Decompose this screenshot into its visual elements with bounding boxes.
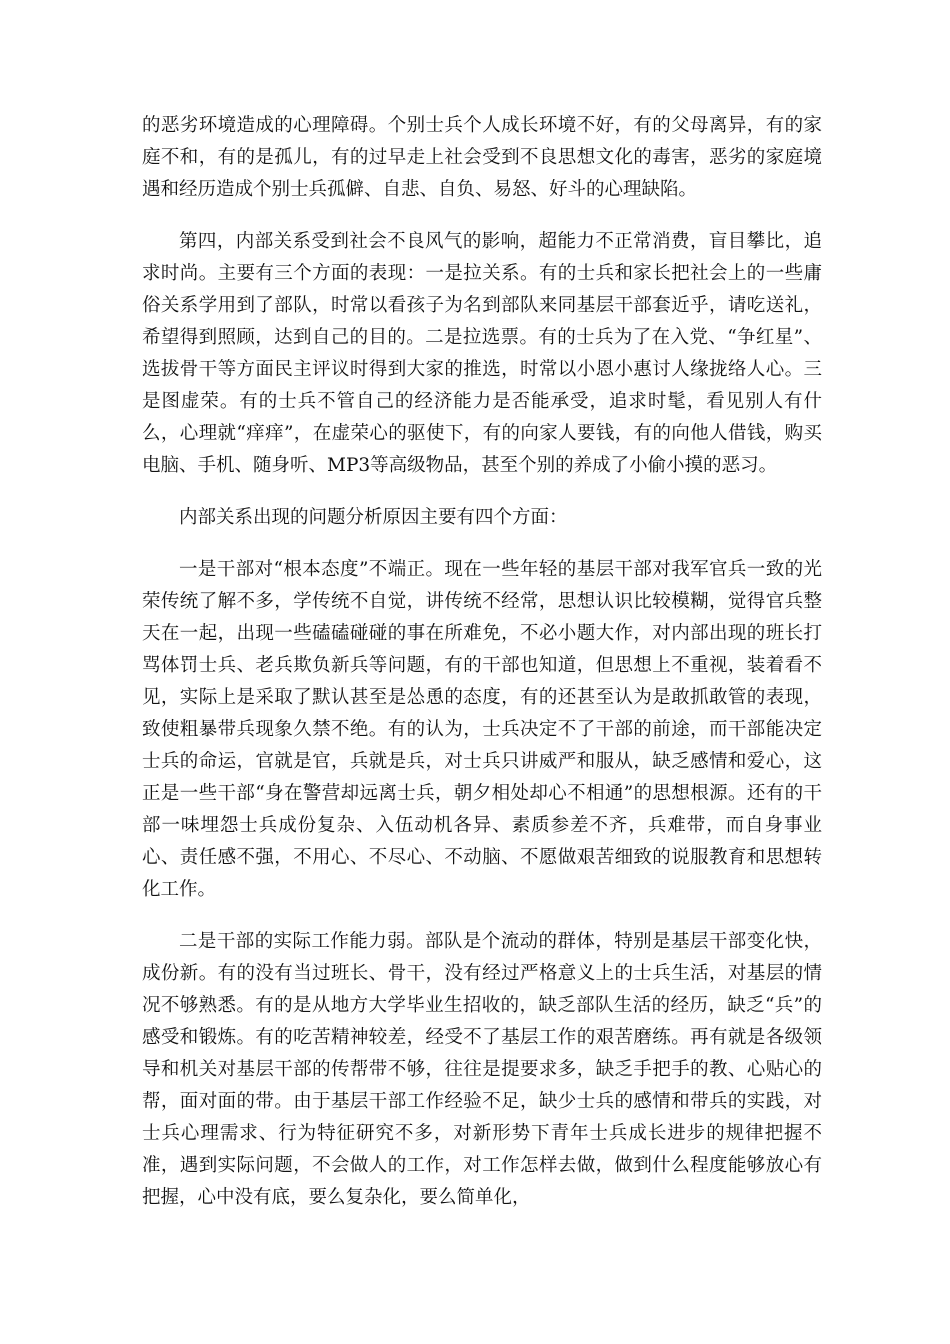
paragraph-continuation: 的恶劣环境造成的心理障碍。个别士兵个人成长环境不好，有的父母离异，有的家庭不和，有的是孤儿，有的过早走上社会受到不良思想文化的毒害，恶劣的家庭境遇和经历造成个别士兵孤僻、自悲、自负、易怒、好斗的心理缺陷。 — [142, 115, 822, 200]
paragraph-reason-one: 一是干部对“根本态度”不端正。现在一些年轻的基层干部对我军官兵一致的光荣传统了解不多，学传统不自觉，讲传统不经常，思想认识比较模糊，觉得官兵整天在一起，出现一些磕磕碰碰的事在所难免，不必小题大作，对内部出现的班长打骂体罚士兵、老兵欺负新兵等问题，有的干部也知道，但思想上不重视，装着看不见，实际上是采取了默认甚至是怂恿的态度，有的还甚至认为是敢抓敢管的表现，致使粗暴带兵现象久禁不绝。有的认为，士兵决定不了干部的前途，而干部能决定士兵的命运，官就是官，兵就是兵，对士兵只讲威严和服从，缺乏感情和爱心，这正是一些干部“身在警营却远离士兵，朝夕相处却心不相通”的思想根源。还有的干部一味埋怨士兵成份复杂、入伍动机各异、素质参差不齐，兵难带，而自身事业心、责任感不强，不用心、不尽心、不动脑、不愿做艰苦细致的说服教育和思想转化工作。 — [142, 559, 822, 900]
paragraph-analysis-intro: 内部关系出现的问题分析原因主要有四个方面： — [179, 507, 568, 528]
paragraph-fourth-point: 第四，内部关系受到社会不良风气的影响，超能力不正常消费，盲目攀比，追求时尚。主要有三个方面的表现：一是拉关系。有的士兵和家长把社会上的一些庸俗关系学用到了部队，时常以看孩子为名到部队来同基层干部套近乎，请吃送礼，希望得到照顾，达到自己的目的。二是拉选票。有的士兵为了在入党、“争红星”、选拔骨干等方面民主评议时得到大家的推选，时常以小恩小惠讨人缘拢络人心。三是图虚荣。有的士兵不管自己的经济能力是否能承受，追求时髦，看见别人有什么，心理就“痒痒”，在虚荣心的驱使下，有的向家人要钱，有的向他人借钱，购买电脑、手机、随身听、MP3等高级物品，甚至个别的养成了小偷小摸的恶习。 — [142, 231, 822, 476]
document-page — [142, 110, 822, 1234]
paragraph-reason-two: 二是干部的实际工作能力弱。部队是个流动的群体，特别是基层干部变化快，成份新。有的没有当过班长、骨干，没有经过严格意义上的士兵生活，对基层的情况不够熟悉。有的是从地方大学毕业生招收的，缺乏部队生活的经历，缺乏“兵”的感受和锻炼。有的吃苦精神较差，经受不了基层工作的艰苦磨练。再有就是各级领导和机关对基层干部的传帮带不够，往往是提要求多，缺乏手把手的教、心贴心的帮，面对面的带。由于基层干部工作经验不足，缺少士兵的感情和带兵的实践，对士兵心理需求、行为特征研究不多，对新形势下青年士兵成长进步的规律把握不准，遇到实际问题，不会做人的工作，对工作怎样去做，做到什么程度能够放心有把握，心中没有底，要么复杂化，要么简单化， — [142, 931, 822, 1208]
